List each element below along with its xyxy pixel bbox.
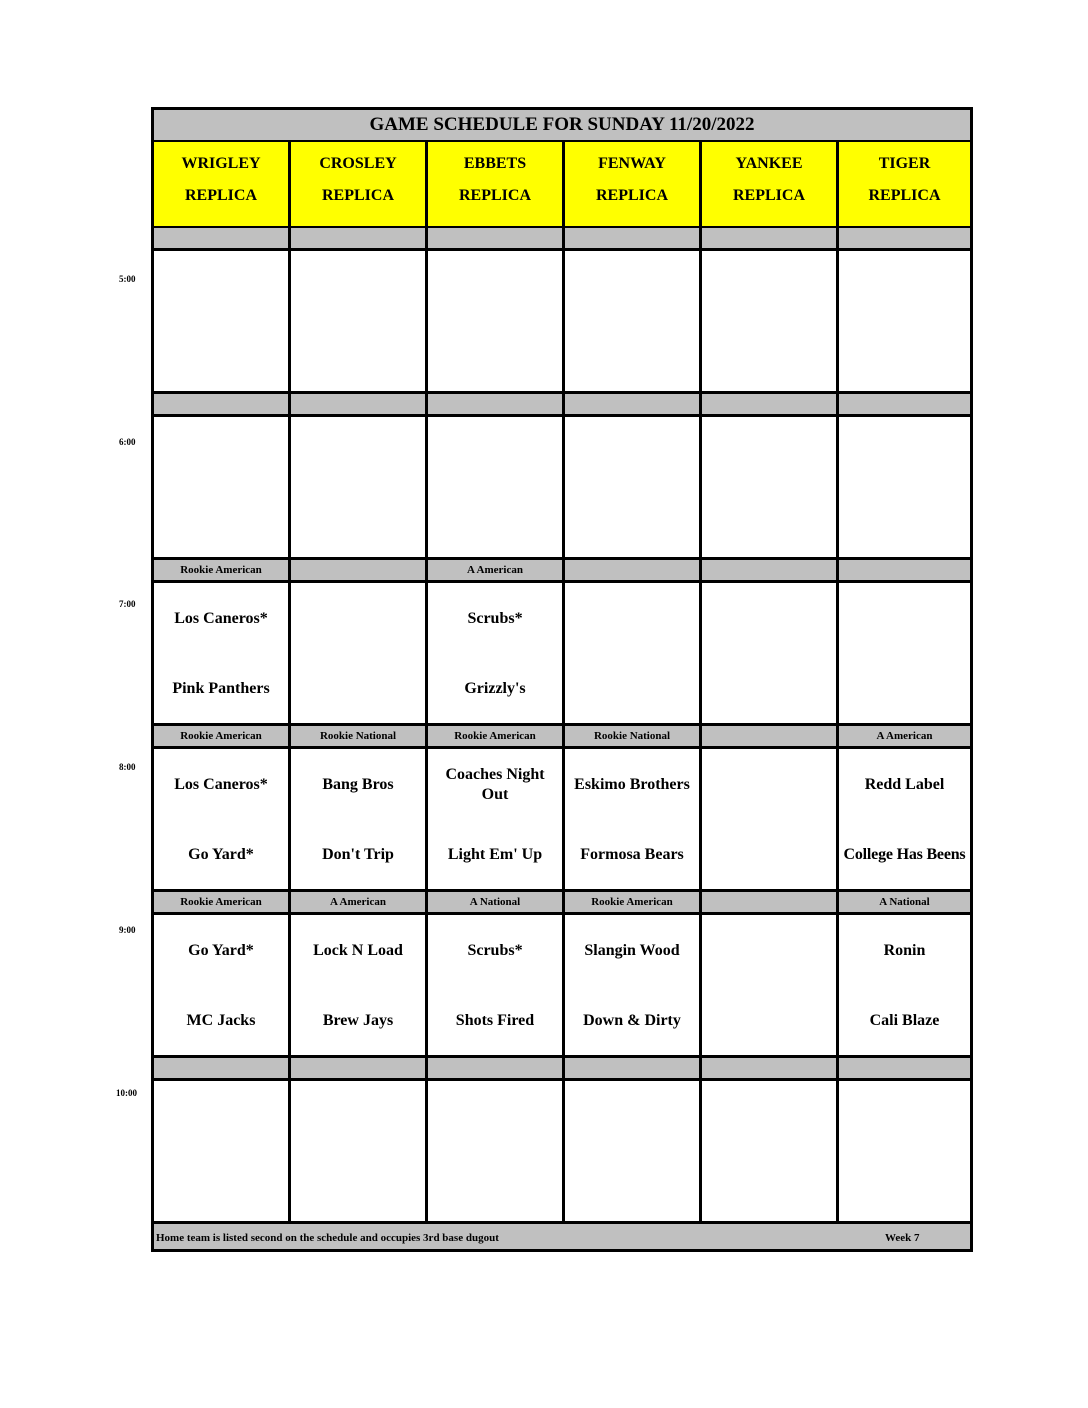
game-cell — [428, 417, 565, 557]
away-team: Eskimo Brothers — [574, 776, 690, 793]
away-team: Go Yard* — [188, 942, 254, 959]
game-cell — [428, 583, 565, 723]
home-team: Shots Fired — [455, 1012, 535, 1029]
division-cell: Rookie American — [154, 892, 291, 912]
division-cell: Rookie National — [565, 726, 702, 746]
division-row-5 — [154, 228, 970, 251]
field-name: FENWAY — [598, 155, 666, 172]
time-label-5: 5:00 — [119, 274, 136, 284]
field-sub: REPLICA — [184, 187, 257, 204]
game-cell — [565, 251, 702, 391]
game-cell — [291, 417, 428, 557]
away-team: Scrubs* — [467, 942, 523, 959]
week-label: Week 7 — [885, 1232, 920, 1244]
game-cell — [839, 915, 970, 1055]
field-header-row — [154, 142, 970, 228]
game-row-10 — [154, 1081, 970, 1224]
game-cell — [291, 251, 428, 391]
schedule-title: GAME SCHEDULE FOR SUNDAY 11/20/2022 — [154, 110, 970, 142]
division-cell — [702, 394, 839, 414]
time-label-6: 6:00 — [119, 437, 136, 447]
division-cell — [154, 228, 291, 248]
home-team: Light Em' Up — [447, 846, 543, 863]
home-team-note: Home team is listed second on the schedule and occupies 3rd base dugout — [156, 1232, 499, 1244]
division-cell — [702, 228, 839, 248]
field-header-wrigley — [154, 142, 291, 226]
division-cell: A American — [291, 892, 428, 912]
division-cell — [839, 1058, 970, 1078]
away-team: Slangin Wood — [584, 942, 680, 959]
away-team: Ronin — [883, 942, 926, 959]
field-sub: REPLICA — [458, 187, 531, 204]
division-cell — [839, 228, 970, 248]
home-team: Go Yard* — [188, 846, 254, 863]
field-sub: REPLICA — [732, 187, 805, 204]
game-cell — [702, 583, 839, 723]
time-label-7: 7:00 — [119, 599, 136, 609]
field-sub: REPLICA — [321, 187, 394, 204]
game-row-9 — [154, 915, 970, 1058]
schedule-table — [151, 107, 973, 1252]
field-name: CROSLEY — [319, 155, 397, 172]
division-cell — [839, 560, 970, 580]
division-cell — [428, 1058, 565, 1078]
division-cell — [565, 394, 702, 414]
field-name: WRIGLEY — [181, 155, 261, 172]
away-team: Bang Bros — [322, 776, 394, 793]
game-cell — [154, 583, 291, 723]
away-team: Scrubs* — [467, 610, 523, 627]
division-cell: Rookie American — [428, 726, 565, 746]
division-cell — [428, 228, 565, 248]
home-team: Pink Panthers — [172, 680, 270, 697]
game-cell — [291, 915, 428, 1055]
time-label-8: 8:00 — [119, 762, 136, 772]
game-cell — [428, 749, 565, 889]
division-cell — [291, 560, 428, 580]
division-cell — [565, 1058, 702, 1078]
game-cell — [565, 749, 702, 889]
field-name: TIGER — [878, 155, 931, 172]
field-sub: REPLICA — [868, 187, 941, 204]
division-cell: A National — [428, 892, 565, 912]
home-team: Down & Dirty — [583, 1012, 681, 1029]
game-cell — [428, 915, 565, 1055]
division-cell: Rookie American — [565, 892, 702, 912]
division-cell: A American — [876, 730, 933, 742]
game-cell — [291, 1081, 428, 1221]
schedule-footer — [154, 1224, 970, 1249]
game-cell — [565, 915, 702, 1055]
division-cell: Rookie American — [154, 560, 291, 580]
division-cell — [428, 394, 565, 414]
field-header-crosley — [291, 142, 428, 226]
division-cell — [154, 1058, 291, 1078]
away-team: Los Caneros* — [174, 776, 268, 793]
field-header-fenway — [565, 142, 702, 226]
division-row-7 — [154, 560, 970, 583]
division-cell — [702, 560, 839, 580]
home-team: Grizzly's — [464, 680, 526, 697]
game-cell — [702, 417, 839, 557]
field-header-ebbets — [428, 142, 565, 226]
game-cell — [565, 417, 702, 557]
field-name: EBBETS — [463, 155, 527, 172]
home-team: Formosa Bears — [580, 846, 684, 863]
game-cell — [565, 1081, 702, 1221]
game-cell — [154, 915, 291, 1055]
field-sub: REPLICA — [595, 187, 668, 204]
division-cell — [291, 228, 428, 248]
division-cell — [291, 394, 428, 414]
home-team: College Has Beens — [843, 846, 966, 863]
game-cell — [702, 1081, 839, 1221]
game-cell — [428, 251, 565, 391]
away-team: Los Caneros* — [174, 610, 268, 627]
game-cell — [154, 749, 291, 889]
game-cell — [702, 915, 839, 1055]
field-header-tiger — [839, 142, 970, 226]
game-cell — [154, 251, 291, 391]
home-team: Cali Blaze — [869, 1012, 940, 1029]
game-cell — [702, 251, 839, 391]
division-row-9 — [154, 892, 970, 915]
game-row-5 — [154, 251, 970, 394]
division-cell: A American — [428, 560, 565, 580]
division-cell — [702, 726, 839, 746]
home-team: MC Jacks — [186, 1012, 256, 1029]
division-cell — [565, 228, 702, 248]
game-cell — [154, 417, 291, 557]
game-cell — [702, 749, 839, 889]
division-cell: A National — [879, 896, 930, 908]
division-cell — [565, 560, 702, 580]
game-cell — [839, 749, 970, 889]
away-team: Coaches Night Out — [445, 766, 545, 803]
game-cell — [839, 251, 970, 391]
time-label-10: 10:00 — [116, 1088, 137, 1098]
division-cell — [702, 1058, 839, 1078]
field-header-yankee — [702, 142, 839, 226]
division-cell: Rookie National — [291, 726, 428, 746]
away-team: Redd Label — [864, 776, 945, 793]
game-cell — [839, 583, 970, 723]
game-cell — [428, 1081, 565, 1221]
division-cell: Rookie American — [154, 726, 291, 746]
division-row-10 — [154, 1058, 970, 1081]
division-row-6 — [154, 394, 970, 417]
field-name: YANKEE — [735, 155, 803, 172]
home-team: Brew Jays — [322, 1012, 394, 1029]
game-cell — [291, 583, 428, 723]
game-row-8 — [154, 749, 970, 892]
game-cell — [839, 1081, 970, 1221]
division-cell — [291, 1058, 428, 1078]
home-team: Don't Trip — [322, 846, 394, 863]
division-cell — [702, 892, 839, 912]
away-team: Lock N Load — [313, 942, 403, 959]
game-row-7 — [154, 583, 970, 726]
division-cell — [839, 394, 970, 414]
game-row-6 — [154, 417, 970, 560]
game-cell — [154, 1081, 291, 1221]
game-cell — [291, 749, 428, 889]
game-cell — [839, 417, 970, 557]
division-row-8 — [154, 726, 970, 749]
division-cell — [154, 394, 291, 414]
time-label-9: 9:00 — [119, 925, 136, 935]
game-cell — [565, 583, 702, 723]
